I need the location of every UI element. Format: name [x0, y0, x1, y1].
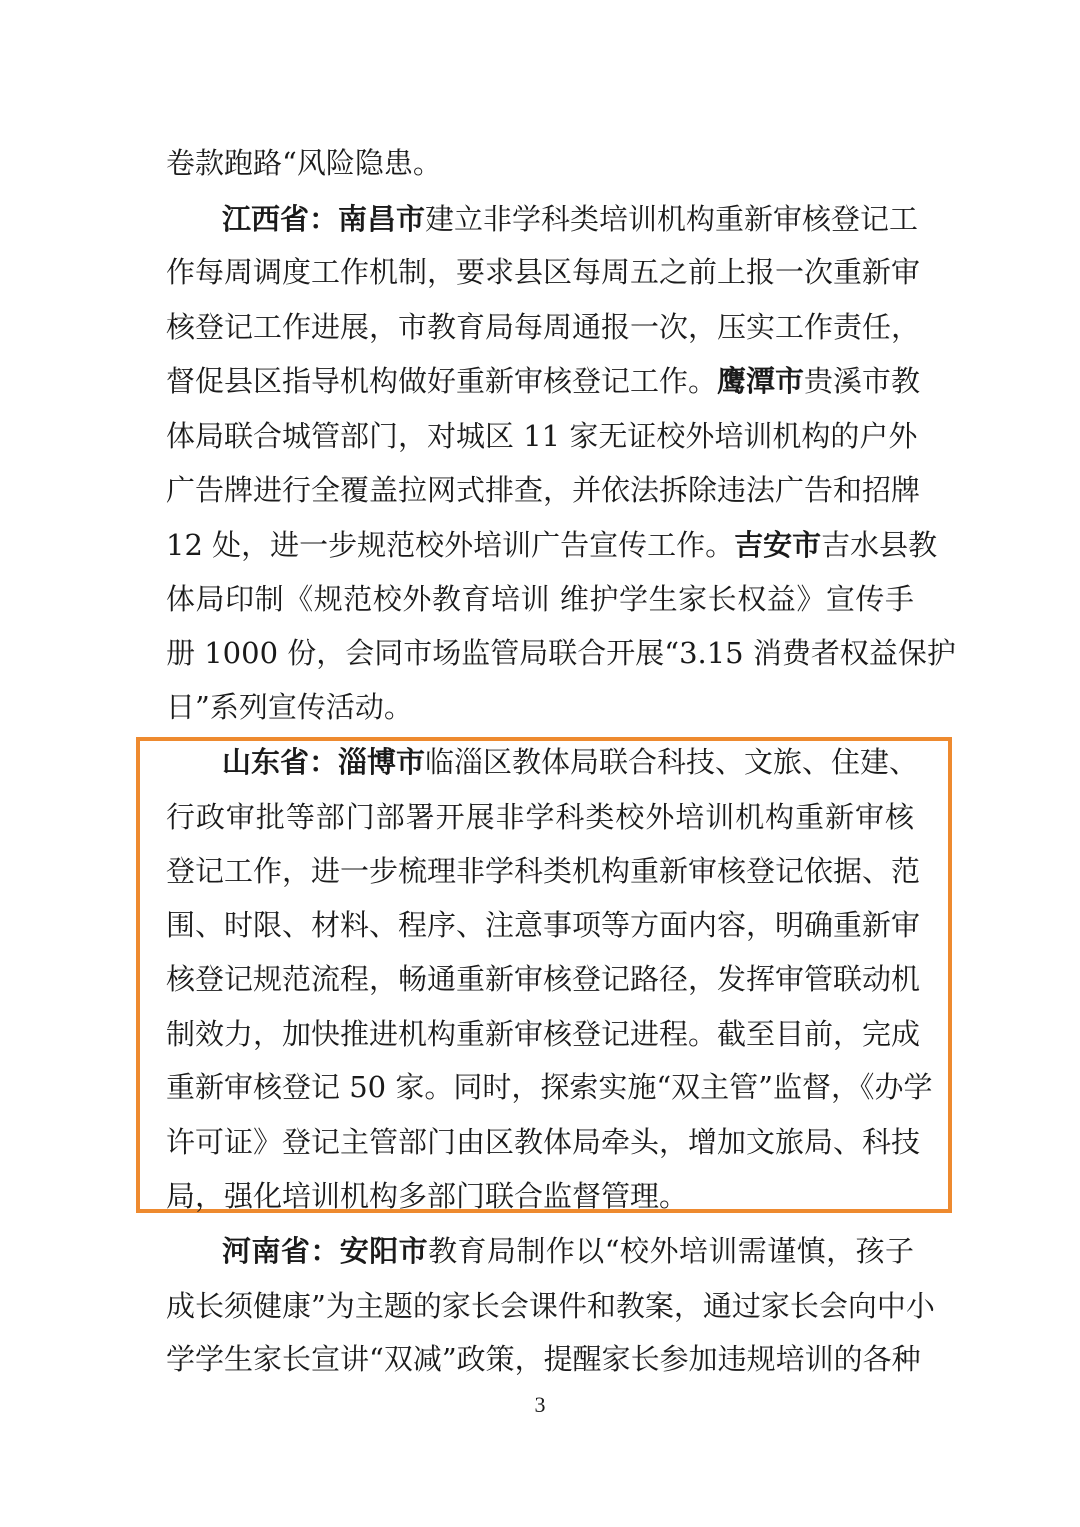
text-segment: 局，强化培训机构多部门联合监督管理。 [166, 1179, 689, 1213]
text-segment: 登记工作，进一步梳理非学科类机构重新审核登记依据、范 [166, 854, 921, 888]
text-line [166, 952, 921, 1006]
bold-text: 江西省： [222, 202, 339, 236]
text-line [166, 1169, 914, 1223]
text-line [166, 898, 921, 952]
text-segment: 重新审核登记 50 家。同时，探索实施“双主管”监督，《办学 [166, 1070, 933, 1104]
text-segment: 核登记规范流程，畅通重新审核登记路径，发挥审管联动机 [166, 962, 921, 996]
page-number: 3 [534, 1392, 546, 1417]
bold-text: 鹰潭市 [717, 364, 805, 398]
text-segment: 教育局制作以“校外培训需谨慎，孩子 [428, 1234, 914, 1268]
text-line [166, 680, 914, 734]
text-line [166, 1279, 935, 1333]
paragraph-henan-heading [222, 1224, 914, 1278]
text-segment: 体局印制《规范校外教育培训 维护学生家长权益》宣传手 [166, 582, 914, 616]
text-line [166, 626, 956, 680]
text-segment: 广告牌进行全覆盖拉网式排查，并依法拆除违法广告和招牌 [166, 473, 921, 507]
text-line [166, 409, 918, 463]
paragraph-shandong-heading [222, 735, 919, 789]
text-segment: 临淄区教体局联合科技、文旅、住建、 [425, 745, 919, 779]
text-segment: 日”系列宣传活动。 [166, 690, 413, 724]
text-segment: 围、时限、材料、程序、注意事项等方面内容，明确重新审 [166, 908, 921, 942]
paragraph-jiangxi-heading [222, 192, 919, 246]
text-segment: 行政审批等部门部署开展非学科类校外培训机构重新审核 [166, 800, 914, 834]
text-line [166, 1060, 933, 1114]
text-segment: 册 1000 份，会同市场监管局联合开展“3.15 消费者权益保护 [166, 636, 956, 670]
text-segment: 制效力，加快推进机构重新审核登记进程。截至目前，完成 [166, 1017, 921, 1051]
text-line [166, 790, 914, 844]
bold-text: 淄博市 [338, 745, 426, 779]
bold-text: 吉安市 [734, 528, 822, 562]
text-segment: 许可证》登记主管部门由区教体局牵头，增加文旅局、科技 [166, 1125, 921, 1159]
text-segment: 建立非学科类培训机构重新审核登记工 [425, 202, 919, 236]
text-segment: 贵溪市教 [804, 364, 921, 398]
bold-text: 河南省： [222, 1234, 340, 1268]
bold-text: 山东省： [222, 745, 339, 779]
text-segment: 学学生家长宣讲“双减”政策，提醒家长参加违规培训的各种 [166, 1342, 921, 1376]
text-segment: 12 处，进一步规范校外培训广告宣传工作。 [166, 528, 735, 562]
bold-text: 安阳市 [339, 1234, 429, 1268]
bold-text: 南昌市 [338, 202, 426, 236]
text-line [166, 354, 921, 408]
text-line [166, 245, 921, 299]
text-line [166, 1115, 921, 1169]
text-line [166, 1007, 921, 1061]
text-line [166, 300, 921, 354]
text-segment: 体局联合城管部门，对城区 11 家无证校外培训机构的户外 [166, 419, 918, 453]
text-line [166, 572, 914, 626]
text-line [166, 136, 914, 190]
text-segment: 成长须健康”为主题的家长会课件和教案，通过家长会向中小 [166, 1289, 935, 1323]
text-line [166, 1332, 921, 1386]
text-segment: 吉水县教 [821, 528, 938, 562]
text-line [166, 518, 938, 572]
text-segment: 卷款跑路“风险隐患。 [166, 146, 442, 180]
text-line [166, 463, 921, 517]
text-segment: 核登记工作进展，市教育局每周通报一次，压实工作责任， [166, 310, 921, 344]
text-line [166, 844, 921, 898]
text-segment: 作每周调度工作机制，要求县区每周五之前上报一次重新审 [166, 255, 921, 289]
text-segment: 督促县区指导机构做好重新审核登记工作。 [166, 364, 718, 398]
